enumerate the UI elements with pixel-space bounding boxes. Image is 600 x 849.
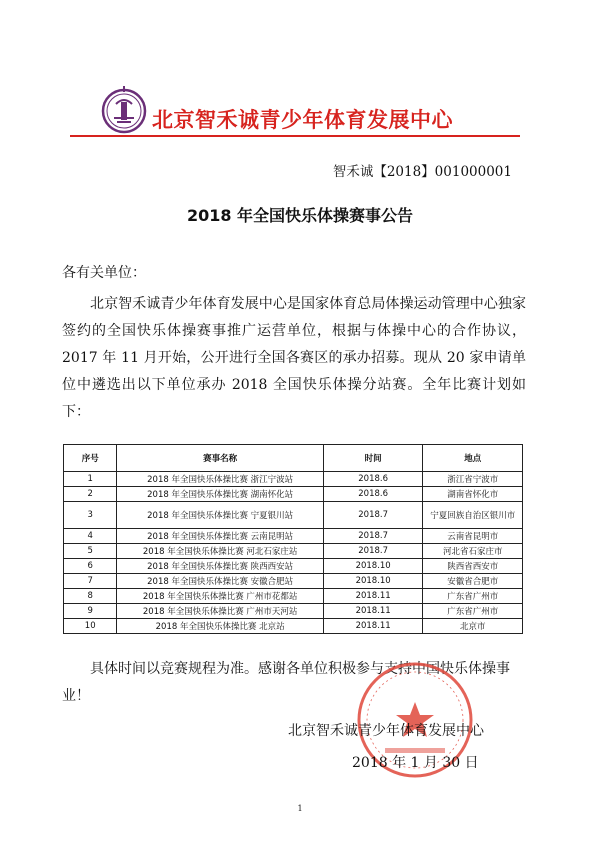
- cell-time: 2018.11: [323, 589, 423, 604]
- cell-no: 9: [64, 604, 117, 619]
- cell-time: 2018.7: [323, 529, 423, 544]
- table-row: [64, 502, 523, 529]
- addressee: 各有关单位：: [62, 265, 146, 281]
- document-title: 2018 年全国快乐体操赛事公告: [186, 206, 414, 225]
- table-row: [64, 472, 523, 487]
- signature-date: 2018 年 1 月 30 日: [352, 755, 479, 771]
- cell-event-name: 2018 年全国快乐体操比赛 陕西西安站: [117, 559, 323, 574]
- organization-logo-icon: [100, 84, 148, 138]
- header-time: 时间: [323, 445, 423, 472]
- header-no: 序号: [64, 445, 117, 472]
- table-row: [64, 529, 523, 544]
- cell-event-name: 2018 年全国快乐体操比赛 广州市花都站: [117, 589, 323, 604]
- document-number: 智禾诚【2018】001000001: [332, 164, 512, 180]
- signature-org: 北京智禾诚青少年体育发展中心: [288, 723, 484, 739]
- cell-no: 10: [64, 619, 117, 634]
- cell-location: 浙江省宁波市: [423, 472, 523, 487]
- cell-location: 湖南省怀化市: [423, 487, 523, 502]
- cell-time: 2018.11: [323, 619, 423, 634]
- cell-location: 北京市: [423, 619, 523, 634]
- cell-time: 2018.6: [323, 487, 423, 502]
- cell-event-name: 2018 年全国快乐体操比赛 浙江宁波站: [117, 472, 323, 487]
- cell-time: 2018.10: [323, 574, 423, 589]
- closing-paragraph: 具体时间以竞赛规程为准。感谢各单位积极参与支持中国快乐体操事业！: [62, 661, 510, 704]
- cell-no: 7: [64, 574, 117, 589]
- cell-no: 6: [64, 559, 117, 574]
- cell-event-name: 2018 年全国快乐体操比赛 广州市天河站: [117, 604, 323, 619]
- cell-location: 广东省广州市: [423, 589, 523, 604]
- cell-no: 5: [64, 544, 117, 559]
- cell-time: 2018.7: [323, 502, 423, 529]
- cell-event-name: 2018 年全国快乐体操比赛 宁夏银川站: [117, 502, 323, 529]
- cell-time: 2018.10: [323, 559, 423, 574]
- table-row: [64, 604, 523, 619]
- cell-time: 2018.7: [323, 544, 423, 559]
- cell-no: 4: [64, 529, 117, 544]
- page-number: 1: [297, 804, 303, 813]
- competition-schedule-table: [63, 444, 523, 634]
- cell-event-name: 2018 年全国快乐体操比赛 安徽合肥站: [117, 574, 323, 589]
- header-location: 地点: [423, 445, 523, 472]
- table-row: [64, 619, 523, 634]
- table-row: [64, 544, 523, 559]
- cell-location: 河北省石家庄市: [423, 544, 523, 559]
- header-event-name: 赛事名称: [117, 445, 323, 472]
- cell-no: 2: [64, 487, 117, 502]
- cell-location: 陕西省西安市: [423, 559, 523, 574]
- cell-location: 云南省昆明市: [423, 529, 523, 544]
- cell-location: 广东省广州市: [423, 604, 523, 619]
- cell-event-name: 2018 年全国快乐体操比赛 云南昆明站: [117, 529, 323, 544]
- table-row: [64, 487, 523, 502]
- cell-no: 8: [64, 589, 117, 604]
- cell-event-name: 2018 年全国快乐体操比赛 湖南怀化站: [117, 487, 323, 502]
- cell-event-name: 2018 年全国快乐体操比赛 北京站: [117, 619, 323, 634]
- letterhead-divider: [70, 135, 520, 137]
- cell-location: 安徽省合肥市: [423, 574, 523, 589]
- cell-location: 宁夏回族自治区银川市: [423, 502, 523, 529]
- letterhead-org-name: 北京智禾诚青少年体育发展中心: [152, 108, 453, 132]
- cell-no: 1: [64, 472, 117, 487]
- cell-time: 2018.6: [323, 472, 423, 487]
- cell-event-name: 2018 年全国快乐体操比赛 河北石家庄站: [117, 544, 323, 559]
- table-header-row: [64, 445, 523, 472]
- table-row: [64, 559, 523, 574]
- cell-no: 3: [64, 502, 117, 529]
- cell-time: 2018.11: [323, 604, 423, 619]
- table-row: [64, 589, 523, 604]
- table-row: [64, 574, 523, 589]
- body-paragraph: 北京智禾诚青少年体育发展中心是国家体育总局体操运动管理中心独家签约的全国快乐体操赛事推广运营单位，根据与体操中心的合作协议，2017 年 11 月开始，公开进行全国各赛区的承办招募。现从 20 家申请单位中遴选出以下单位承办 2018 全国快乐体操分站赛。全年比赛计划如下：: [62, 296, 526, 420]
